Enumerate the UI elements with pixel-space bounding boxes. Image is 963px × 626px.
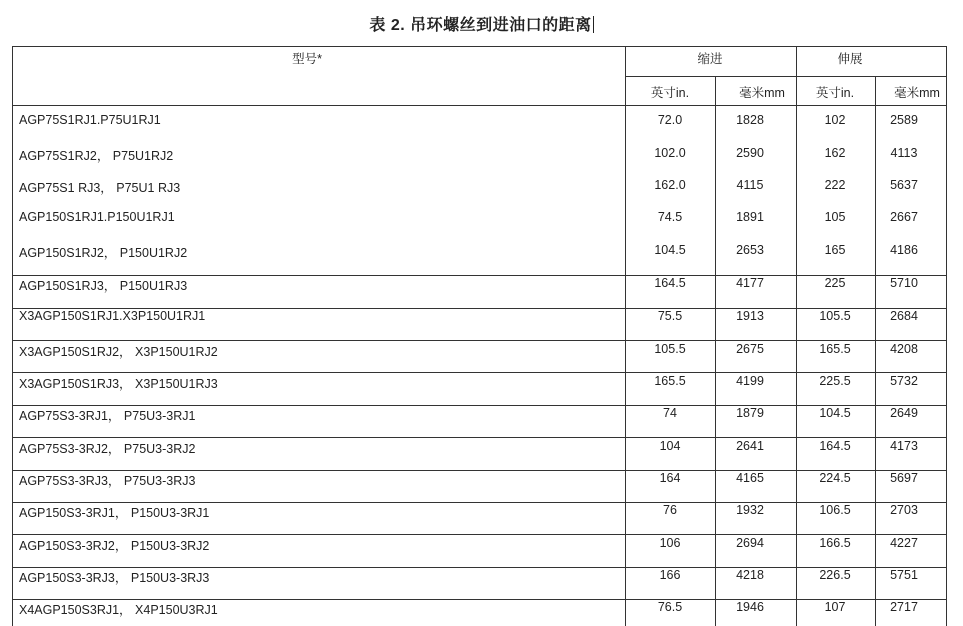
row-r-mm: 1932 xyxy=(736,503,764,517)
row-divider xyxy=(12,502,947,503)
row-divider xyxy=(12,437,947,438)
row-model: AGP75S3-3RJ3， P75U3-3RJ3 xyxy=(19,474,196,488)
row-divider xyxy=(12,340,947,341)
row-r-in: 104.5 xyxy=(654,243,686,257)
row-r-in: 76.5 xyxy=(657,600,683,614)
row-r-mm: 1913 xyxy=(736,309,764,323)
row-model: AGP75S1RJ2， P75U1RJ2 xyxy=(19,149,174,163)
header-extended-mm: 毫米mm xyxy=(894,86,940,100)
row-model: AGP150S1RJ1.P150U1RJ1 xyxy=(19,210,175,224)
row-e-mm: 5637 xyxy=(890,178,918,192)
row-r-in: 106 xyxy=(659,536,681,550)
row-e-in: 102 xyxy=(824,113,846,127)
row-r-mm: 1879 xyxy=(736,406,764,420)
row-r-mm: 2694 xyxy=(736,536,764,550)
row-e-mm: 2667 xyxy=(890,210,918,224)
row-e-in: 225.5 xyxy=(819,374,851,388)
row-model: AGP150S3-3RJ1， P150U3-3RJ1 xyxy=(19,506,210,520)
row-model: AGP150S1RJ2， P150U1RJ2 xyxy=(19,246,188,260)
row-model: AGP75S1 RJ3， P75U1 RJ3 xyxy=(19,181,181,195)
row-r-mm: 2653 xyxy=(736,243,764,257)
row-r-in: 164.5 xyxy=(654,276,686,290)
column-divider xyxy=(796,46,797,626)
row-e-in: 225 xyxy=(824,276,846,290)
row-r-in: 104 xyxy=(659,439,681,453)
row-model: AGP75S3-3RJ2， P75U3-3RJ2 xyxy=(19,442,196,456)
row-model: X4AGP150S3RJ1， X4P150U3RJ1 xyxy=(19,603,218,617)
row-e-in: 105.5 xyxy=(819,309,851,323)
table-title xyxy=(0,12,963,35)
row-r-in: 72.0 xyxy=(657,113,683,127)
row-e-in: 164.5 xyxy=(819,439,851,453)
row-e-mm: 2649 xyxy=(890,406,918,420)
header-subdivider xyxy=(625,76,947,77)
table-left-border xyxy=(12,46,13,626)
row-model: AGP150S1RJ3， P150U1RJ3 xyxy=(19,279,188,293)
row-r-in: 75.5 xyxy=(657,309,683,323)
row-e-in: 226.5 xyxy=(819,568,851,582)
row-e-mm: 4173 xyxy=(890,439,918,453)
header-retracted: 缩进 xyxy=(697,52,723,66)
row-r-mm: 4177 xyxy=(736,276,764,290)
column-divider xyxy=(875,76,876,626)
row-r-in: 74.5 xyxy=(657,210,683,224)
row-model: X3AGP150S1RJ1.X3P150U1RJ1 xyxy=(19,309,206,323)
row-e-in: 165 xyxy=(824,243,846,257)
row-e-in: 165.5 xyxy=(819,342,851,356)
row-r-in: 74 xyxy=(663,406,677,420)
row-e-in: 104.5 xyxy=(819,406,851,420)
header-model: 型号* xyxy=(292,52,322,66)
row-model: AGP75S3-3RJ1， P75U3-3RJ1 xyxy=(19,409,196,423)
column-divider xyxy=(625,46,626,626)
row-r-in: 105.5 xyxy=(654,342,686,356)
row-r-in: 76 xyxy=(663,503,677,517)
row-e-in: 106.5 xyxy=(819,503,851,517)
header-extended-inch: 英寸in. xyxy=(815,86,855,100)
table-right-border xyxy=(946,46,947,626)
row-r-mm: 1828 xyxy=(736,113,764,127)
row-e-in: 166.5 xyxy=(819,536,851,550)
row-r-in: 165.5 xyxy=(654,374,686,388)
row-model: AGP75S1RJ1.P75U1RJ1 xyxy=(19,113,161,127)
row-r-in: 162.0 xyxy=(654,178,686,192)
row-e-mm: 2684 xyxy=(890,309,918,323)
row-r-mm: 4218 xyxy=(736,568,764,582)
row-e-in: 105 xyxy=(824,210,846,224)
row-r-mm: 2590 xyxy=(736,146,764,160)
row-model: AGP150S3-3RJ3， P150U3-3RJ3 xyxy=(19,571,210,585)
header-retracted-inch: 英寸in. xyxy=(650,86,690,100)
row-r-in: 166 xyxy=(659,568,681,582)
column-divider xyxy=(715,76,716,626)
row-e-in: 222 xyxy=(824,178,846,192)
row-r-mm: 1891 xyxy=(736,210,764,224)
row-r-in: 164 xyxy=(659,471,681,485)
row-e-mm: 5732 xyxy=(890,374,918,388)
row-r-mm: 4165 xyxy=(736,471,764,485)
row-e-mm: 2703 xyxy=(890,503,918,517)
row-e-mm: 5697 xyxy=(890,471,918,485)
row-e-in: 162 xyxy=(824,146,846,160)
row-r-mm: 4115 xyxy=(736,178,764,192)
row-e-mm: 5751 xyxy=(890,568,918,582)
row-e-mm: 5710 xyxy=(890,276,918,290)
row-e-mm: 4186 xyxy=(890,243,918,257)
row-e-mm: 4227 xyxy=(890,536,918,550)
row-model: X3AGP150S1RJ2， X3P150U1RJ2 xyxy=(19,345,218,359)
table-title-text: 表 2. 吊环螺丝到进油口的距离 xyxy=(369,17,592,34)
row-r-mm: 4199 xyxy=(736,374,764,388)
row-e-mm: 4208 xyxy=(890,342,918,356)
header-retracted-mm: 毫米mm xyxy=(739,86,785,100)
header-bottom-border xyxy=(12,105,947,106)
text-cursor xyxy=(593,16,594,33)
row-e-mm: 2717 xyxy=(890,600,918,614)
row-model: X3AGP150S1RJ3， X3P150U1RJ3 xyxy=(19,377,218,391)
row-divider xyxy=(12,372,947,373)
row-e-in: 107 xyxy=(824,600,846,614)
row-divider xyxy=(12,308,947,309)
row-e-in: 224.5 xyxy=(819,471,851,485)
row-r-mm: 2641 xyxy=(736,439,764,453)
row-r-mm: 1946 xyxy=(736,600,764,614)
row-divider xyxy=(12,405,947,406)
row-divider xyxy=(12,567,947,568)
row-divider xyxy=(12,275,947,276)
row-divider xyxy=(12,470,947,471)
table-top-border xyxy=(12,46,947,47)
row-r-mm: 2675 xyxy=(736,342,764,356)
row-e-mm: 4113 xyxy=(890,146,918,160)
row-divider xyxy=(12,534,947,535)
row-e-mm: 2589 xyxy=(890,113,918,127)
header-extended: 伸展 xyxy=(837,52,863,66)
row-r-in: 102.0 xyxy=(654,146,686,160)
row-model: AGP150S3-3RJ2， P150U3-3RJ2 xyxy=(19,539,210,553)
row-divider xyxy=(12,599,947,600)
